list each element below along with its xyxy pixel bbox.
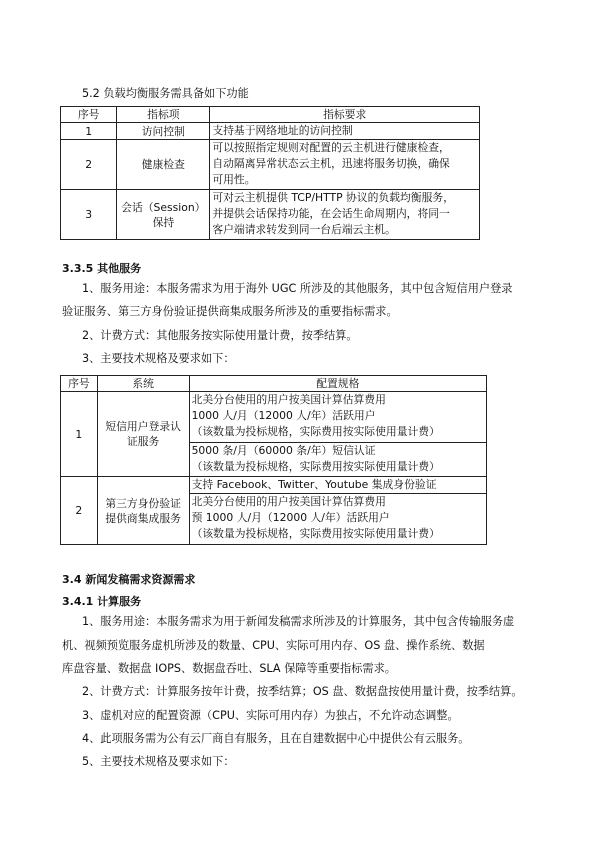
item-cell [117, 140, 210, 190]
table-row [61, 140, 480, 190]
spec-line: 5000 条/月（60000 条/年）短信认证 [191, 444, 376, 457]
load-balancer-table [60, 106, 480, 240]
row-number: 2 [61, 477, 98, 545]
paragraph-line: 3、虚机对应的配置资源（CPU、实际可用内存）为独占，不允许动态调整。 [82, 709, 459, 722]
spec-line: （该数量为投标规格，实际费用按实际使用量计费） [191, 527, 440, 540]
paragraph-line: 4、此项服务需为公有云厂商自有服务，且在自建数据中心中提供公有云服务。 [82, 732, 470, 745]
table-row [61, 123, 480, 140]
system-cell [97, 477, 189, 545]
requirement-line: 支持基于网络地址的访问控制 [212, 124, 353, 137]
spec-line: 北美分台使用的用户按美国计算估算费用 [191, 393, 386, 406]
section-3-4-heading: 3.4 新闻发稿需求资源需求 [62, 573, 196, 586]
item-line: 会话（Session） [121, 200, 206, 214]
paragraph-line: 2、计费方式：计算服务按年计费，按季结算；OS 盘、数据盘按使用量计费，按季结算。 [82, 685, 523, 698]
spec-cell [189, 392, 486, 443]
section-3-4-1-heading: 3.4.1 计算服务 [62, 595, 142, 608]
spec-line: （该数量为投标规格，实际费用按实际使用量计费） [191, 460, 440, 473]
header-cell: 序号 [61, 107, 117, 123]
system-line: 第三方身份验证 [105, 496, 181, 510]
header-cell: 指标项 [117, 107, 210, 123]
system-cell [97, 392, 189, 477]
system-line: 提供商集成服务 [105, 511, 181, 525]
paragraph-line: 验证服务、第三方身份验证提供商集成服务所涉及的重要指标需求。 [62, 305, 398, 318]
spec-line: （该数量为投标规格，实际费用按实际使用量计费） [191, 425, 440, 438]
row-number: 1 [61, 123, 117, 140]
header-cell: 系统 [97, 376, 189, 392]
system-line: 短信用户登录认 [105, 420, 181, 433]
spec-cell [189, 477, 486, 494]
spec-cell [189, 494, 486, 545]
requirement-line: 自动隔离异常状态云主机，迅速将服务切换，确保 [212, 157, 450, 170]
spec-line: 北美分台使用的用户按美国计算估算费用 [191, 495, 386, 508]
other-services-table [60, 375, 487, 545]
requirement-line: 并提供会话保持功能，在会话生命周期内，将同一 [212, 207, 450, 220]
row-number: 2 [61, 140, 117, 190]
requirement-line: 可以按照指定规则对配置的云主机进行健康检查， [212, 141, 450, 154]
section-5-2-title: 5.2 负载均衡服务需具备如下功能 [82, 87, 249, 100]
paragraph-line: 机、视频预览服务虚机所涉及的数量、CPU、实际可用内存、OS 盘、操作系统、数据 [62, 639, 485, 652]
requirement-line: 可对云主机提供 TCP/HTTP 协议的负载均衡服务， [212, 191, 455, 204]
header-cell: 指标要求 [210, 107, 480, 123]
paragraph-line: 3、主要技术规格及要求如下： [82, 352, 235, 365]
requirement-cell [210, 123, 480, 140]
table-row [61, 392, 487, 443]
table-header-row [61, 107, 480, 123]
spec-line: 支持 Facebook、Twitter、Youtube 集成身份验证 [191, 478, 437, 491]
item-line: 访问控制 [141, 124, 185, 138]
row-number: 1 [61, 392, 98, 477]
row-number: 3 [61, 190, 117, 240]
paragraph-line: 库盘容量、数据盘 IOPS、数据盘吞吐、SLA 保障等重要指标需求。 [62, 662, 396, 675]
requirement-line: 可用性。 [212, 173, 256, 186]
header-cell: 序号 [61, 376, 98, 392]
spec-line: 预 1000 人/月（12000 人/年）活跃用户 [191, 511, 390, 524]
header-cell: 配置规格 [189, 376, 486, 392]
paragraph-line: 2、计费方式：其他服务按实际使用量计费，按季结算。 [82, 329, 358, 342]
table-row [61, 477, 487, 494]
paragraph-line: 1、服务用途：本服务需求为用于新闻发稿需求所涉及的计算服务，其中包含传输服务虚 [82, 615, 515, 628]
spec-cell [189, 443, 486, 477]
system-line: 证服务 [126, 435, 160, 448]
requirement-line: 客户端请求转发到同一台后端云主机。 [212, 223, 396, 236]
requirement-cell [210, 140, 480, 190]
paragraph-line: 1、服务用途：本服务需求为用于海外 UGC 所涉及的其他服务，其中包含短信用户登录 [82, 282, 513, 295]
item-cell [117, 123, 210, 140]
requirement-cell [210, 190, 480, 240]
item-cell [117, 190, 210, 240]
table-header-row [61, 376, 487, 392]
paragraph-line: 5、主要技术规格及要求如下： [82, 755, 235, 768]
item-line: 保持 [152, 215, 175, 229]
table-row [61, 190, 480, 240]
section-3-3-5-heading: 3.3.5 其他服务 [62, 262, 142, 275]
spec-line: 1000 人/月（12000 人/年）活跃用户 [191, 409, 376, 422]
item-line: 健康检查 [141, 158, 185, 171]
